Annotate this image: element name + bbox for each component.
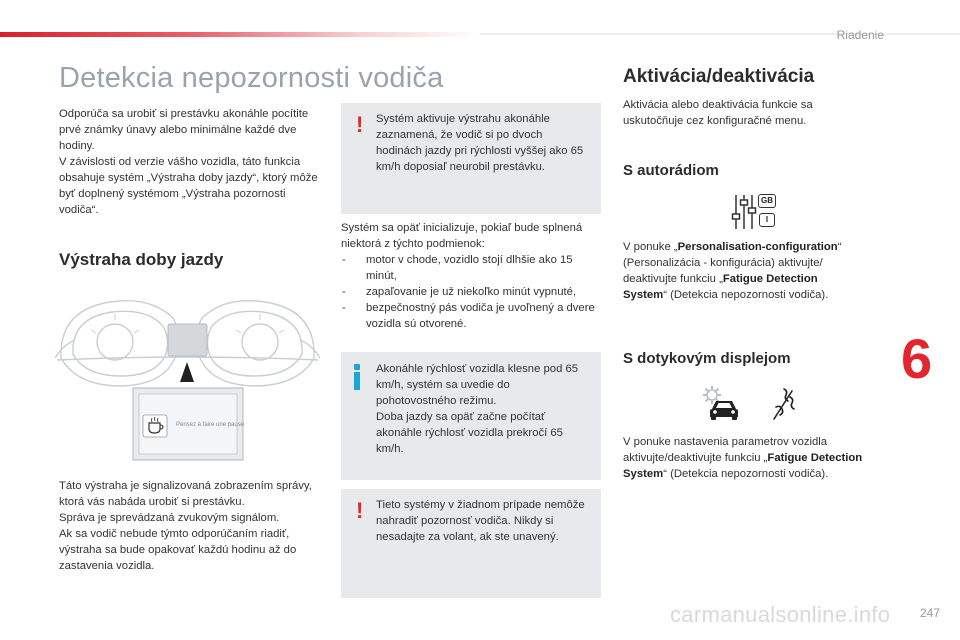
driver-attention-icon bbox=[770, 385, 798, 421]
warning-box-activation bbox=[341, 103, 601, 214]
intro-paragraph-2: V závislosti od verzie vášho vozidla, táto funkcia obsahuje systém „Výstraha doby jazdy“, ktorý môže byť doplnený systémom „Výstraha pozornosti vodiča“. bbox=[59, 156, 318, 216]
reinit-text: Systém sa opäť inicializuje, pokiaľ bude splnená niektorá z týchto podmienok: bbox=[341, 222, 583, 250]
radio-heading: S autorádiom bbox=[623, 162, 719, 179]
info-text bbox=[376, 361, 590, 457]
driving-time-heading: Výstraha doby jazdy bbox=[59, 250, 224, 269]
i-badge: I bbox=[759, 213, 775, 227]
reinit-section bbox=[341, 220, 601, 332]
driving-time-paragraph-1: Táto výstraha je signalizovaná zobrazením správy, ktorá vás nabáda urobiť si prestávku. bbox=[59, 480, 312, 508]
radio-function-name: Fatigue Detection System bbox=[623, 273, 818, 301]
touchscreen-text-pre: V ponuke nastavenia parametrov vozidla aktivujte/deaktivujte funkciu „ bbox=[623, 436, 828, 464]
warning-text: Tieto systémy v žiadnom prípade nemôže nahradiť pozornosť vodiča. Nikdy si nesadajte za volant, ak ste unavený. bbox=[376, 499, 585, 543]
warning-icon: ! bbox=[356, 112, 364, 137]
header-rule bbox=[480, 33, 960, 35]
chapter-number: 6 bbox=[901, 327, 933, 390]
illustration-message-text bbox=[176, 422, 245, 428]
warning-box-attention bbox=[341, 489, 601, 598]
radio-menu-name: Personalisation-configuration bbox=[677, 241, 838, 253]
activation-text: Aktivácia alebo deaktivácia funkcie sa uskutočňuje cez konfiguračné menu. bbox=[623, 99, 813, 127]
radio-text-post: “ (Detekcia nepozornosti vodiča). bbox=[663, 289, 829, 301]
info-box-speed bbox=[341, 352, 601, 480]
touchscreen-text bbox=[623, 434, 863, 482]
section-label: Riadenie bbox=[836, 28, 884, 42]
watermark: carmanualsonline.info bbox=[670, 602, 891, 627]
warning-icon: ! bbox=[356, 498, 364, 523]
list-item: - zapaľovanie je už niekoľko minút vypnuté, bbox=[341, 284, 601, 300]
intro-text bbox=[59, 106, 321, 218]
touchscreen-function-name: Fatigue Detection System bbox=[623, 452, 863, 480]
page-title: Detekcia nepozornosti vodiča bbox=[59, 62, 444, 94]
info-paragraph-1: Akonáhle rýchlosť vozidla klesne pod 65 km/h, systém sa uvedie do pohotovostného režimu. bbox=[376, 363, 579, 407]
dashboard-illustration bbox=[55, 290, 320, 470]
vehicle-settings-icon bbox=[702, 385, 744, 421]
list-item: - motor v chode, vozidlo stojí dlhšie ako 15 minút, bbox=[341, 252, 601, 284]
warning-text: Systém aktivuje výstrahu akonáhle zaznamená, že vodič si po dvoch hodinách jazdy pri rýchlosti vyššej ako 65 km/h doposiaľ neurobil prestávku. bbox=[376, 113, 584, 173]
touchscreen-heading: S dotykovým displejom bbox=[623, 350, 791, 367]
info-icon bbox=[353, 364, 361, 390]
radio-text-pre: V ponuke „ bbox=[623, 241, 678, 253]
info-paragraph-2: Doba jazdy sa opäť začne počítať akonáhle rýchlosť vozidla prekročí 65 km/h. bbox=[376, 411, 563, 455]
radio-text bbox=[623, 239, 861, 303]
activation-heading: Aktivácia/deaktivácia bbox=[623, 66, 815, 87]
touchscreen-text-post: “ (Detekcia nepozornosti vodiča). bbox=[663, 468, 829, 480]
reinit-conditions-list bbox=[341, 252, 601, 332]
driving-time-paragraph-2: Správa je sprevádzaná zvukovým signálom. bbox=[59, 512, 280, 524]
gb-badge: GB bbox=[758, 194, 776, 208]
header-accent-bar bbox=[0, 32, 480, 37]
list-item: - bezpečnostný pás vodiča je uvoľnený a dvere vozidla sú otvorené. bbox=[341, 300, 601, 332]
radio-settings-icon bbox=[730, 192, 780, 232]
radio-text-mid: “ (Personalizácia - konfigurácia) aktivujte/ deaktivujte funkciu „ bbox=[623, 241, 842, 285]
coffee-cup-icon bbox=[143, 415, 167, 437]
driving-time-text bbox=[59, 478, 325, 574]
illustration-message: Pensez à faire une pause bbox=[176, 422, 245, 428]
page-number: 247 bbox=[919, 606, 940, 620]
intro-paragraph-1: Odporúča sa urobiť si prestávku akonáhle pocítite prvé známky únavy alebo minimálne každé dve hodiny. bbox=[59, 108, 309, 152]
driving-time-paragraph-3: Ak sa vodič nebude týmto odporúčaním riadiť, výstraha sa bude opakovať každú hodinu až do zastavenia vozidla. bbox=[59, 528, 297, 572]
